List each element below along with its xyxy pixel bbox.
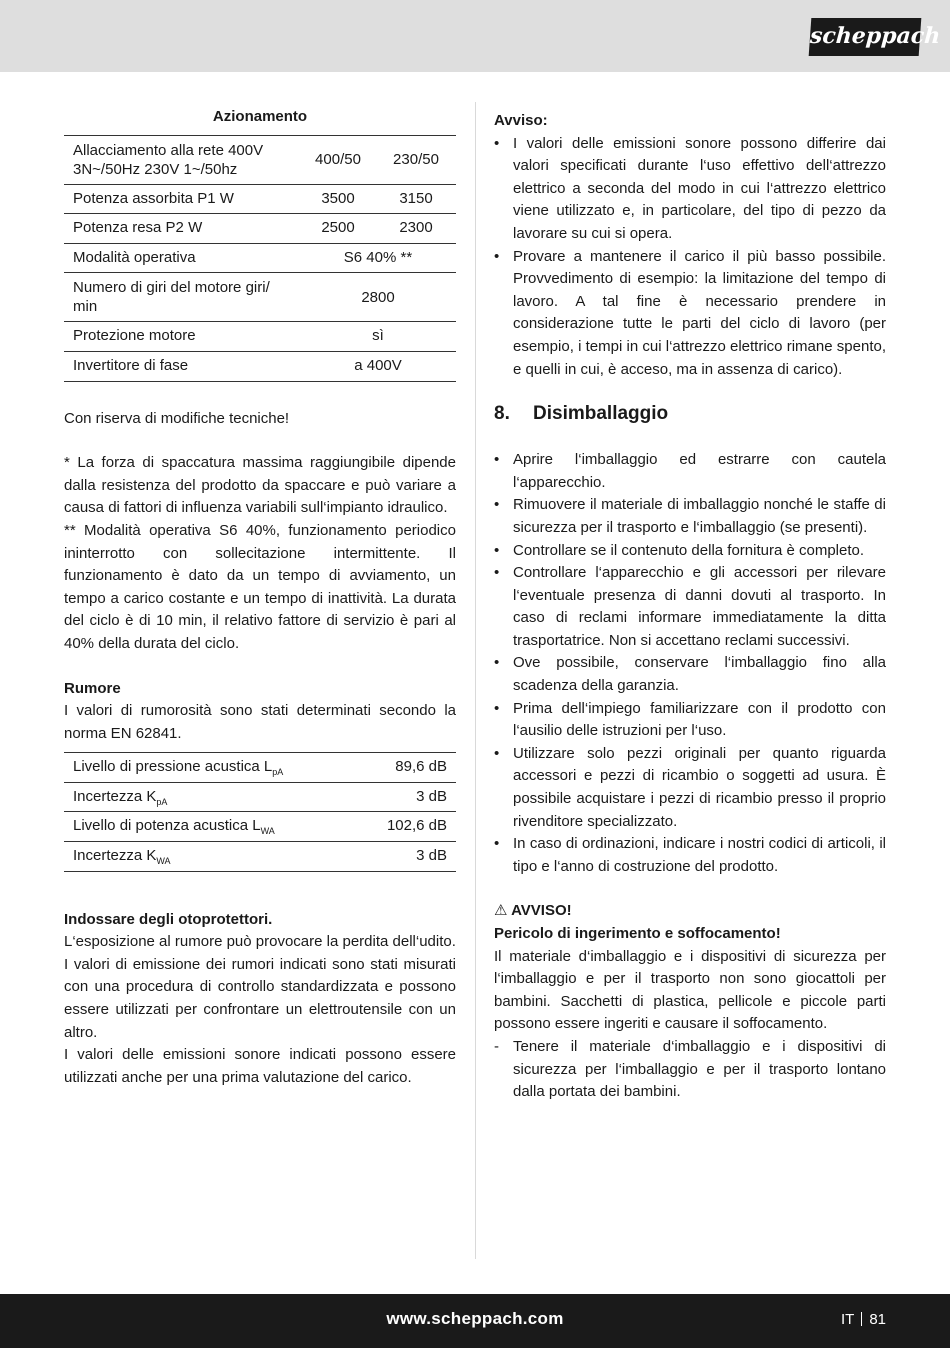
table-cell-label: Potenza resa P2 W xyxy=(64,214,300,244)
list-item: - Tenere il materiale d‘imballaggio e i dispositivi di sicurezza per l‘imballaggio e per il trasporto lontano dalla portata dei bambini. xyxy=(494,1036,886,1104)
section-heading xyxy=(494,401,886,427)
list-item: • Utilizzare solo pezzi originali per quanto riguarda accessori e pezzi di ricambio o soggetti ad usura. È possibile acquistare i pezzi di ricambio presso il proprio rivenditore specializzato. xyxy=(494,743,886,833)
table-cell-label: Livello di potenza acustica $L_{WA}$ xyxy=(64,812,356,842)
table-cell-value: 102,6 dB xyxy=(356,812,456,842)
table-cell-label: Incertezza $K_{WA}$ xyxy=(64,842,356,872)
table-cell-label: Modalità operativa xyxy=(64,243,300,273)
table-row xyxy=(64,351,456,381)
table-cell-label: Incertezza $K_{pA}$ xyxy=(64,782,356,812)
warning-heading xyxy=(494,900,886,923)
noise-intro: I valori di rumorosità sono stati determinati secondo la norma EN 62841. xyxy=(64,702,456,742)
drive-table-title: Azionamento xyxy=(212,108,308,125)
page-indicator xyxy=(841,1309,886,1332)
table-cell-label: Allacciamento alla rete 400V 3N~/50Hz 230V 1~/50hz xyxy=(64,135,300,184)
list-item: • Rimuovere il materiale di imballaggio nonché le staffe di sicurezza per il trasporto e l‘imballaggio (se presenti). xyxy=(494,494,886,539)
table-cell-value: 3500 xyxy=(300,184,376,214)
language-code: IT xyxy=(840,1311,855,1328)
notice-list xyxy=(494,133,886,382)
warning-triangle-icon: ⚠ xyxy=(494,902,508,920)
table-cell-value: 89,6 dB xyxy=(356,753,456,783)
table-row xyxy=(64,753,456,783)
table-cell-value: S6 40% ** xyxy=(300,243,456,273)
table-row xyxy=(64,243,456,273)
warning-subtitle: Pericolo di ingerimento e soffocamento! xyxy=(494,925,781,942)
table-cell-label: Protezione motore xyxy=(64,322,300,352)
table-cell-value: 2800 xyxy=(300,273,456,322)
table-cell-label: Invertitore di fase xyxy=(64,351,300,381)
table-row xyxy=(64,782,456,812)
brand-logo: scheppach xyxy=(809,18,922,56)
notice-title: Avviso: xyxy=(494,112,548,129)
noise-table xyxy=(64,752,456,871)
header-band xyxy=(0,0,950,72)
protect-title: Indossare degli otoprotettori. xyxy=(64,910,273,928)
list-item: • Ove possibile, conservare l‘imballaggio fino alla scadenza della garanzia. xyxy=(494,652,886,697)
page-separator xyxy=(861,1312,862,1326)
table-row xyxy=(64,812,456,842)
page-number: 81 xyxy=(869,1311,886,1328)
table-row xyxy=(64,184,456,214)
table-row xyxy=(64,842,456,872)
warning-text: Il materiale d‘imballaggio e i dispositivi di sicurezza per l‘imballaggio e per il trasporto non sono giocattoli per bambini. Sacchetti di plastica, pellicole e piccole parti possono essere ingeriti e causare il soffocamento. xyxy=(494,947,886,1033)
table-cell-value: 3150 xyxy=(376,184,456,214)
list-item: • Aprire l‘imballaggio ed estrarre con cautela l‘apparecchio. xyxy=(494,449,886,494)
table-cell-value: 3 dB xyxy=(356,782,456,812)
table-cell-value: 400/50 xyxy=(300,135,376,184)
table-cell-value: 3 dB xyxy=(356,842,456,872)
left-column xyxy=(64,104,456,1089)
table-cell-value: 230/50 xyxy=(376,135,456,184)
table-row xyxy=(64,135,456,184)
table-cell-value: 2300 xyxy=(376,214,456,244)
warning-dash-list xyxy=(494,1036,886,1104)
list-item: • In caso di ordinazioni, indicare i nostri codici di articoli, il tipo e l‘anno di costruzione del prodotto. xyxy=(494,833,886,878)
table-row xyxy=(64,322,456,352)
list-item: • Prima dell‘impiego familiarizzare con il prodotto con l‘ausilio delle istruzioni per l‘uso. xyxy=(494,698,886,743)
footer-bar xyxy=(0,1294,950,1348)
footer-url[interactable]: www.scheppach.com xyxy=(386,1309,564,1328)
table-cell-value: a 400V xyxy=(300,351,456,381)
section-number: 8. xyxy=(494,403,510,425)
list-item: • I valori delle emissioni sonore possono differire dai valori specificati durante l‘uso effettivo dell‘attrezzo elettrico a seconda del modo in cui l‘attrezzo elettrico viene utilizzato e, in particolare, del tipo di pezzo da lavorare su cui si opera. xyxy=(494,133,886,246)
footnote-2: ** Modalità operativa S6 40%, funzionamento periodico ininterrotto con sollecitazione intermittente. Il funzionamento è dato da un tempo di avviamento, un tempo a carico costante e un tempo di inattività. La durata del ciclo è di 10 min, il relativo fattore di servizio è pari al 40% della durata del ciclo. xyxy=(64,521,456,652)
table-row xyxy=(64,214,456,244)
table-cell-label: Numero di giri del motore giri/ min xyxy=(64,273,300,322)
protect-paragraph: I valori delle emissioni sonore indicati possono essere utilizzati anche per una prima valutazione del carico. xyxy=(64,1046,456,1086)
protect-paragraph: I valori di emissione dei rumori indicati sono stati misurati con una procedura di controllo standardizzata e possono essere utilizzati per confrontare un elettroutensile con un altro. xyxy=(64,955,456,1041)
table-cell-value: sì xyxy=(300,322,456,352)
list-item: • Controllare l‘apparecchio e gli accessori per rilevare l‘eventuale presenza di danni dovuti al trasporto. In caso di reclami informare immediatamente la ditta trasportatrice. Non si accettano reclami successivi. xyxy=(494,562,886,652)
table-cell-label: Potenza assorbita P1 W xyxy=(64,184,300,214)
drive-table xyxy=(64,135,456,382)
table-row xyxy=(64,273,456,322)
warning-title: AVVISO! xyxy=(511,902,572,920)
section-title: Disimballaggio xyxy=(533,403,669,425)
footnote-1: * La forza di spaccatura massima raggiungibile dipende dalla resistenza del prodotto da spaccare e può variare a causa di fattori di influenza variabili sull‘impianto idraulico. xyxy=(64,454,456,517)
reserve-note: Con riserva di modifiche tecniche! xyxy=(64,409,290,427)
list-item: • Provare a mantenere il carico il più basso possibile. Provvedimento di esempio: la limitazione del tempo di lavoro. A tal fine è necessario prendere in considerazione tutte le parti del ciclo di lavoro (per esempio, i tempi in cui l‘attrezzo elettrico rimane spento, e quelli in cui, è acceso, ma in assenza di carico). xyxy=(494,246,886,382)
table-cell-value: 2500 xyxy=(300,214,376,244)
protect-paragraph: L‘esposizione al rumore può provocare la perdita dell‘udito. xyxy=(64,933,456,951)
column-divider xyxy=(475,102,476,1259)
noise-title: Rumore xyxy=(64,679,121,697)
table-cell-label: Livello di pressione acustica $L_{pA}$ xyxy=(64,753,356,783)
list-item: • Controllare se il contenuto della fornitura è completo. xyxy=(494,540,886,563)
right-column xyxy=(494,110,886,1104)
unpack-list xyxy=(494,449,886,878)
